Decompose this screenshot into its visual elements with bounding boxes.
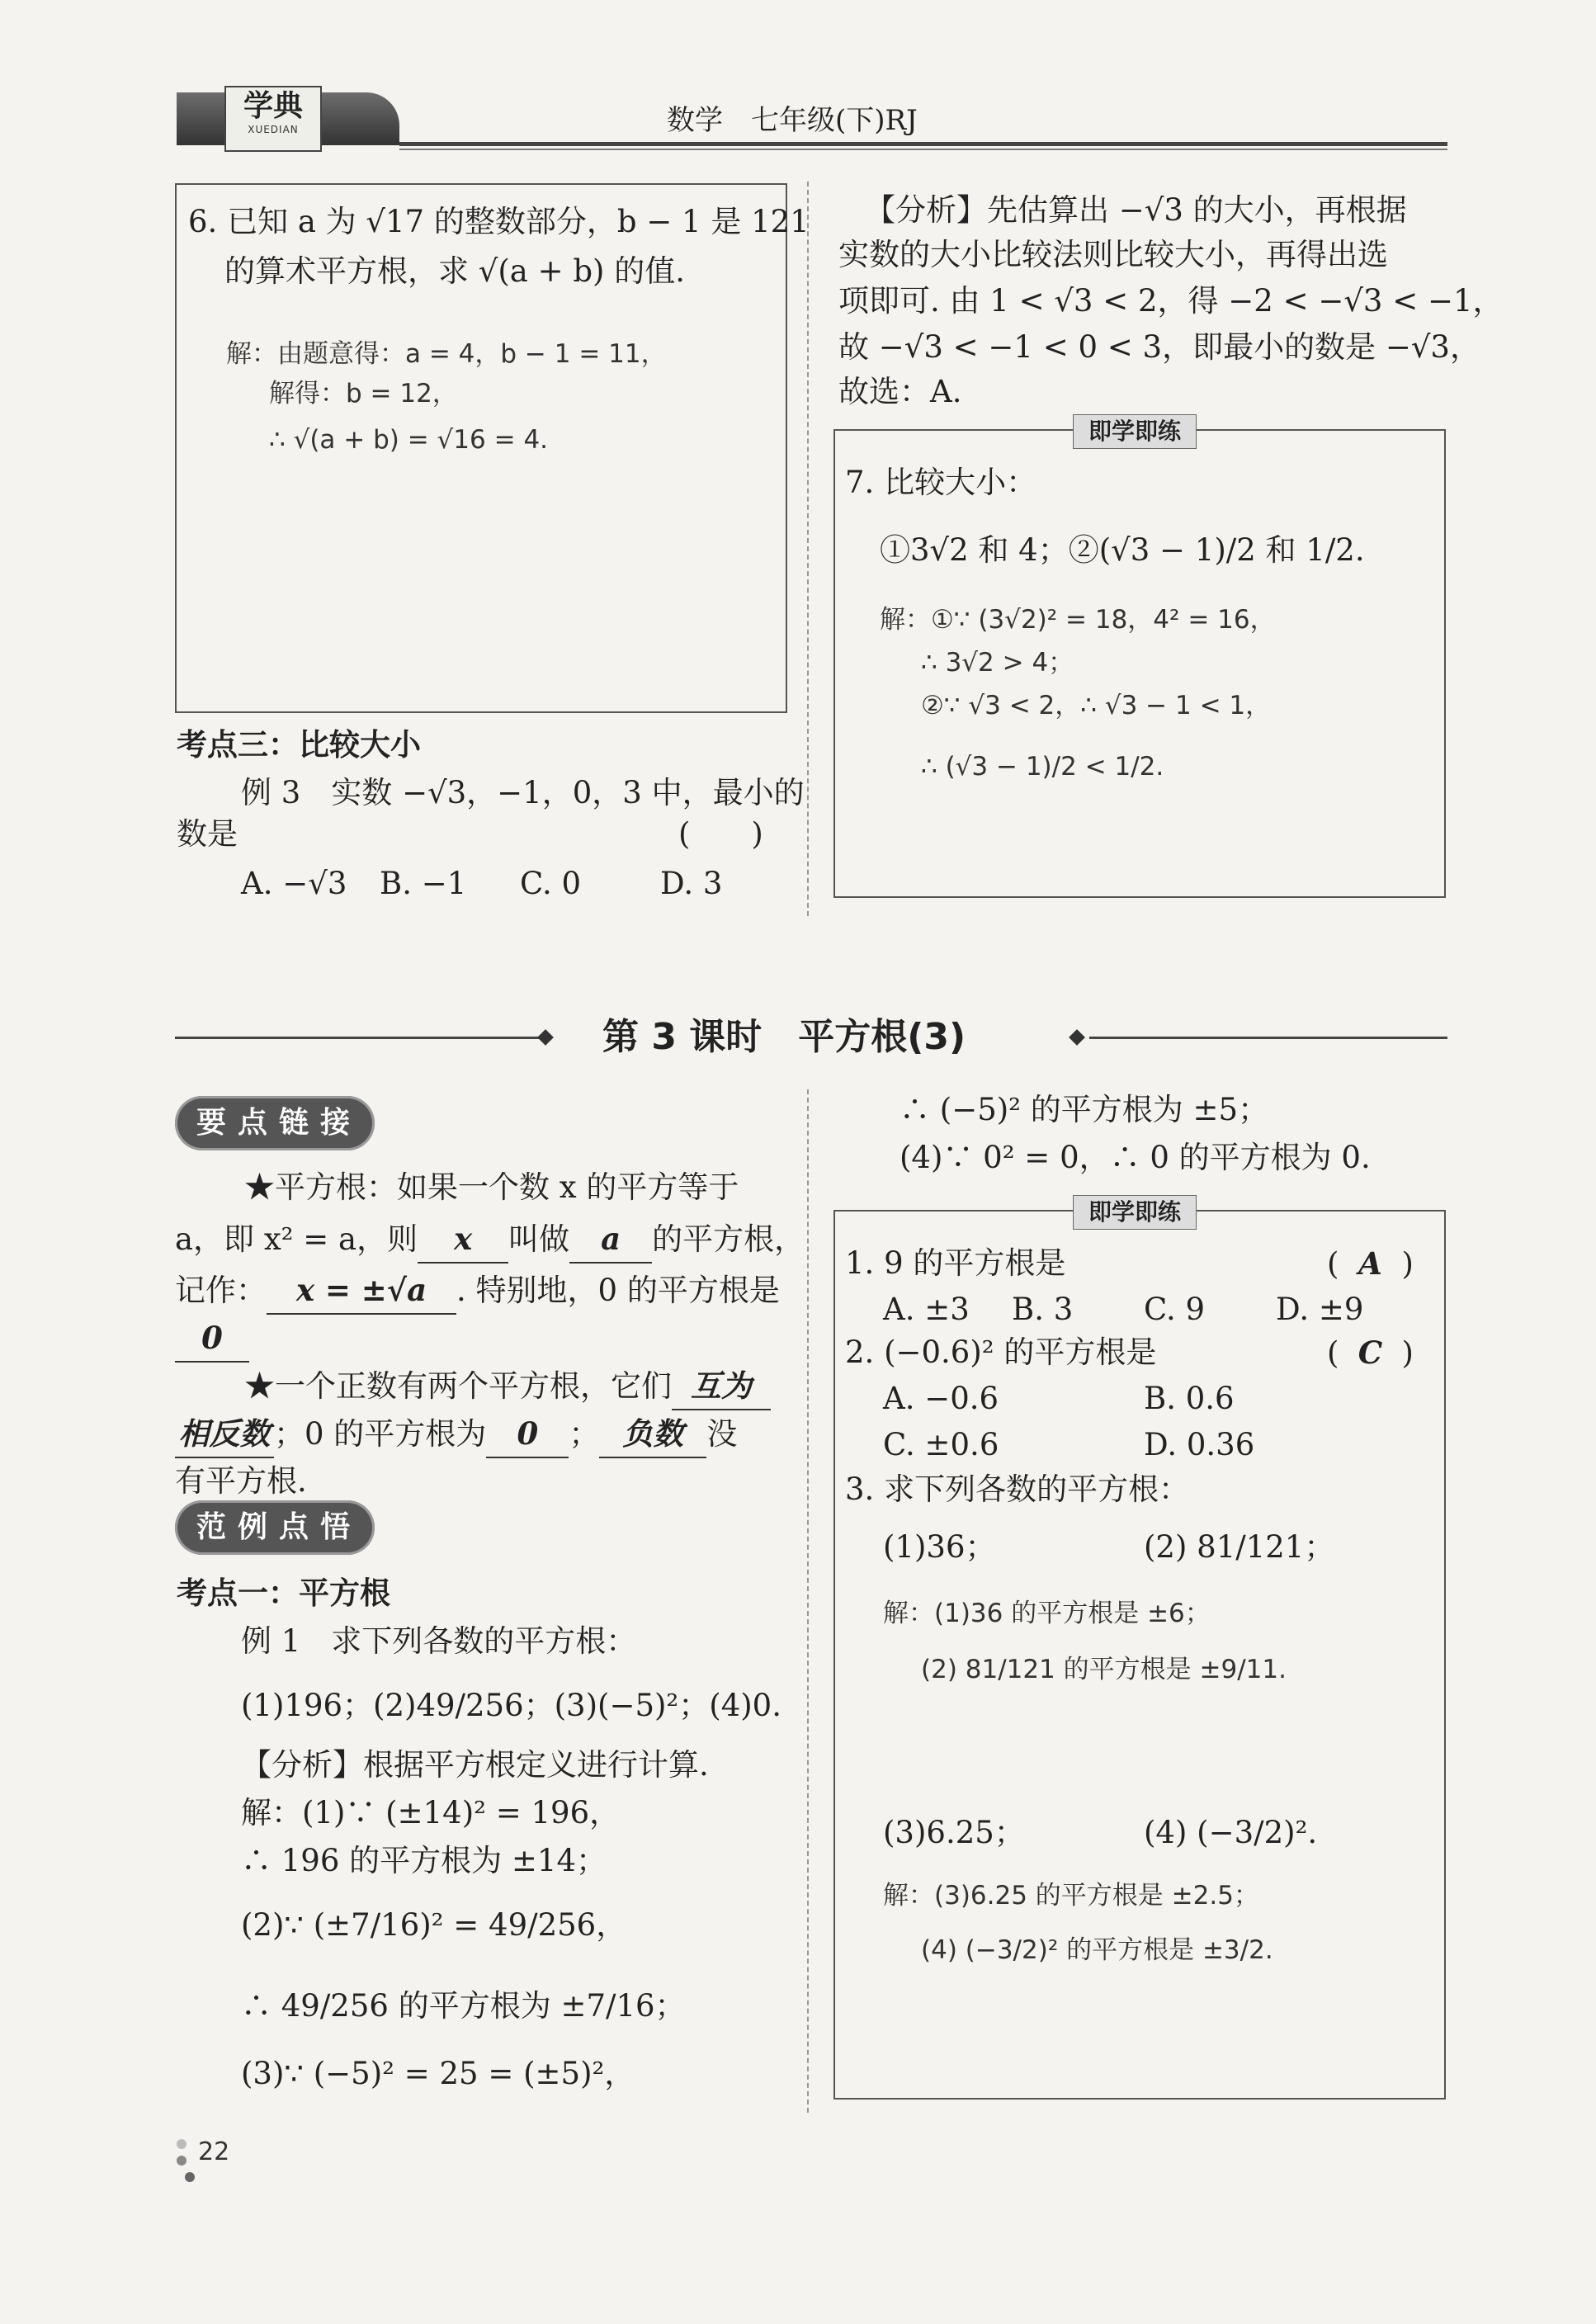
example3-option-d: D. 3 xyxy=(660,866,723,901)
pq3-solution-line2: (2) 81/121 的平方根是 ±9/11. xyxy=(921,1655,1287,1684)
example1-cont-line1: ∴ (−5)² 的平方根为 ±5； xyxy=(900,1092,1269,1127)
point1-line2-b: 叫做 xyxy=(508,1221,570,1257)
header-title: 数学 七年级(下)RJ xyxy=(667,104,918,137)
bottom-column-divider xyxy=(807,1089,809,2113)
pq1-option-b: B. 3 xyxy=(1012,1292,1074,1327)
pq1-option-d: D. ±9 xyxy=(1276,1292,1364,1327)
page-number: 22 xyxy=(198,2137,230,2166)
example1-analysis: 【分析】根据平方根定义进行计算. xyxy=(241,1747,709,1783)
point2-line2-a: ；0 的平方根为 xyxy=(274,1416,487,1452)
q7-solution-line2: ∴ 3√2 > 4； xyxy=(921,648,1074,678)
yaodian-pill: 要点链接 xyxy=(175,1096,375,1150)
pq1-answer: A xyxy=(1358,1245,1382,1282)
point2-line3: 有平方根. xyxy=(175,1463,307,1499)
q6-solution-line2: 解得：b = 12， xyxy=(269,379,458,409)
pq2-text: 2. (−0.6)² 的平方根是 xyxy=(845,1334,1157,1370)
example3-line2: 数是 xyxy=(177,816,238,852)
point1-line4 xyxy=(175,1316,249,1363)
pq2-option-c: C. ±0.6 xyxy=(883,1427,999,1462)
pq3-part2: (2) 81/121； xyxy=(1144,1529,1335,1565)
logo-text: 学典 xyxy=(243,88,303,123)
example1-solution-line4: ∴ 49/256 的平方根为 ±7/16； xyxy=(241,1988,686,2024)
example1-solution-line5: (3)∵ (−5)² = 25 = (±5)²， xyxy=(241,2056,635,2091)
page-ornament-icon xyxy=(175,2136,196,2185)
blank-fushu: 负数 xyxy=(599,1411,706,1458)
blank-formula: x = ±√a xyxy=(267,1268,456,1315)
example3-option-a: A. −√3 xyxy=(241,866,347,901)
q7-title: 7. 比较大小： xyxy=(845,465,1037,500)
logo xyxy=(224,86,322,152)
section-rule-left xyxy=(175,1037,540,1039)
q7-parts: ①3√2 和 4；②(√3 − 1)/2 和 1/2. xyxy=(880,532,1365,568)
kaodian-1-heading: 考点一：平方根 xyxy=(177,1575,390,1611)
example1-line2: (1)196；(2)49/256；(3)(−5)²；(4)0. xyxy=(241,1688,781,1723)
analysis-line1: 【分析】先估算出 −√3 的大小，再根据 xyxy=(865,192,1407,228)
example3-answer-paren: ( ) xyxy=(678,816,763,852)
blank-xiangfanshu: 相反数 xyxy=(175,1411,274,1458)
practice-badge-top: 即学即练 xyxy=(1073,414,1197,449)
q6-solution-line1: 解：由题意得：a = 4，b − 1 = 11， xyxy=(226,339,667,369)
point2-line2-b: 没 xyxy=(706,1416,738,1452)
example3-option-b: B. −1 xyxy=(380,866,467,901)
point1-line3 xyxy=(175,1268,780,1315)
pq1-option-c: C. 9 xyxy=(1144,1292,1206,1327)
pq3-solution-line4: (4) (−3/2)² 的平方根是 ±3/2. xyxy=(921,1935,1273,1965)
analysis-line2: 实数的大小比较法则比较大小，再得出选 xyxy=(838,237,1388,272)
example3-option-c: C. 0 xyxy=(520,866,582,901)
blank-zero: 0 xyxy=(175,1316,249,1363)
q7-solution-line1: 解：①∵ (3√2)² = 18，4² = 16， xyxy=(880,605,1276,635)
point1-line2-c: 的平方根， xyxy=(652,1221,805,1257)
point2-line2 xyxy=(175,1411,737,1458)
q7-solution-line3: ②∵ √3 < 2，∴ √3 − 1 < 1， xyxy=(921,691,1272,720)
point2-line1 xyxy=(244,1363,771,1410)
section-rule-right xyxy=(1089,1037,1447,1039)
analysis-line4: 故 −√3 < −1 < 0 < 3，即最小的数是 −√3， xyxy=(838,329,1480,365)
point2-line1-a: ★一个正数有两个平方根，它们 xyxy=(244,1368,672,1404)
pq1-answer-paren: ( A ) xyxy=(1327,1241,1414,1287)
logo-subtext: XUEDIAN xyxy=(248,124,299,135)
q6-solution-line3: ∴ √(a + b) = √16 = 4. xyxy=(269,425,549,455)
header-rule xyxy=(399,142,1447,146)
example3-line1: 例 3 实数 −√3，−1，0，3 中，最小的 xyxy=(241,775,805,810)
pq2-answer: C xyxy=(1358,1334,1383,1371)
point1-line2-a: a，即 x² = a，则 xyxy=(175,1221,418,1257)
pq2-option-a: A. −0.6 xyxy=(883,1381,999,1416)
practice-badge-bottom: 即学即练 xyxy=(1073,1195,1197,1230)
pq3-part3: (3)6.25； xyxy=(883,1815,1025,1850)
fanli-pill: 范例点悟 xyxy=(175,1500,375,1555)
pq3-text: 3. 求下列各数的平方根： xyxy=(845,1471,1190,1507)
pq3-part1: (1)36； xyxy=(883,1529,996,1565)
q6-line2: 的算术平方根，求 √(a + b) 的值. xyxy=(224,253,685,289)
pq2-option-b: B. 0.6 xyxy=(1144,1381,1235,1416)
point1-line3-b: . 特别地，0 的平方根是 xyxy=(456,1273,780,1308)
blank-x: x xyxy=(418,1216,508,1264)
pq3-part4: (4) (−3/2)². xyxy=(1144,1815,1318,1850)
section-diamond-right xyxy=(1069,1029,1085,1046)
point1-line1: ★平方根：如果一个数 x 的平方等于 xyxy=(244,1169,739,1205)
example1-line1: 例 1 求下列各数的平方根： xyxy=(241,1623,637,1659)
blank-zero2: 0 xyxy=(486,1411,569,1458)
kaodian-3-heading: 考点三：比较大小 xyxy=(177,727,421,763)
pq2-option-d: D. 0.36 xyxy=(1144,1427,1255,1462)
q7-solution-line4: ∴ (√3 − 1)/2 < 1/2. xyxy=(921,752,1164,782)
point2-semicolon: ； xyxy=(569,1416,600,1452)
pq3-solution-line1: 解：(1)36 的平方根是 ±6； xyxy=(883,1599,1211,1628)
top-column-divider xyxy=(807,182,809,916)
pq1-text: 1. 9 的平方根是 xyxy=(845,1245,1066,1281)
example1-solution-line1: 解：(1)∵ (±14)² = 196， xyxy=(241,1795,621,1830)
pq2-answer-paren: ( C ) xyxy=(1327,1330,1414,1376)
point1-line2 xyxy=(175,1216,805,1264)
section-title: 第 3 课时 平方根(3) xyxy=(602,1016,966,1058)
example1-solution-line3: (2)∵ (±7/16)² = 49/256， xyxy=(241,1907,627,1943)
blank-a: a xyxy=(569,1216,652,1264)
example1-cont-line2: (4)∵ 0² = 0，∴ 0 的平方根为 0. xyxy=(900,1140,1371,1175)
pq3-solution-line3: 解：(3)6.25 的平方根是 ±2.5； xyxy=(883,1881,1259,1911)
q6-line1: 6. 已知 a 为 √17 的整数部分，b − 1 是 121 xyxy=(188,204,810,239)
blank-huwei: 互为 xyxy=(672,1363,771,1410)
analysis-line3: 项即可. 由 1 < √3 < 2，得 −2 < −√3 < −1， xyxy=(838,283,1504,319)
pq1-option-a: A. ±3 xyxy=(883,1292,970,1327)
example1-solution-line2: ∴ 196 的平方根为 ±14； xyxy=(241,1843,607,1878)
section-diamond-left xyxy=(537,1029,554,1046)
analysis-line5: 故选：A. xyxy=(838,374,962,409)
header-rule-thin xyxy=(399,149,1447,150)
point1-line3-a: 记作： xyxy=(175,1273,267,1308)
